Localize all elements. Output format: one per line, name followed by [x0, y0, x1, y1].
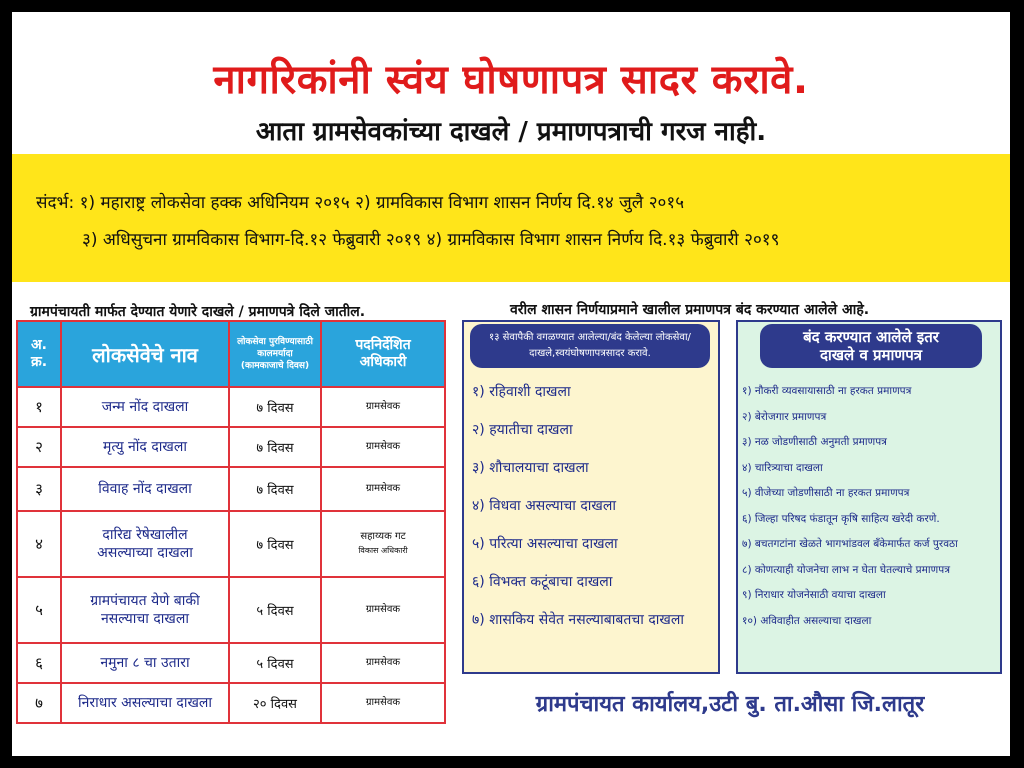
row-days: ५ दिवस	[229, 643, 321, 683]
header-time-line2: कालमर्यादा	[257, 349, 293, 359]
row-service-name	[61, 467, 229, 511]
header-officer	[321, 321, 445, 387]
reference-line-2: ३) अधिसुचना ग्रामविकास विभाग-दि.१२ फेब्रुवारी २०१९ ४) ग्रामविकास विभाग शासन निर्णय दि.१३ फेब्रुवारी २०१९	[82, 230, 780, 250]
self-declaration-list	[472, 382, 684, 648]
row-officer	[321, 511, 445, 577]
list-item: ७) बचतगटांना खेळते भागभांडवल बँकेमार्फत कर्ज पुरवठा	[742, 538, 958, 550]
list-item: ८) कोणत्याही योजनेचा लाभ न घेता घेतल्याचे प्रमाणपत्र	[742, 563, 951, 576]
row-officer: ग्रामसेवक	[321, 643, 445, 683]
services-table	[16, 320, 446, 724]
row-service-name-line1: विवाह नोंद दाखला	[98, 481, 192, 497]
poster-title: नागरिकांनी स्वंय घोषणापत्र सादर करावे.	[213, 57, 809, 103]
list-item: ६) जिल्हा परिषद फंडातून कृषि साहित्य खरेदी करणे.	[742, 512, 940, 525]
row-serial: ३	[17, 467, 61, 511]
list-item: ४) चारित्र्याचा दाखला	[742, 461, 823, 474]
list-item: २) बेरोजगार प्रमाणपत्र	[742, 410, 827, 423]
list-item: ५) वीजेच्या जोडणीसाठी ना हरकत प्रमाणपत्र	[742, 487, 910, 499]
closed-certificates-list	[742, 384, 958, 639]
services-caption: ग्रामपंचायती मार्फत देण्यात येणारे दाखले / प्रमाणपत्रे दिले जातील.	[30, 304, 366, 320]
list-item: ५) परित्या असल्याचा दाखला	[472, 536, 618, 552]
row-officer: ग्रामसेवक	[321, 387, 445, 427]
self-declaration-header-line2: दाखले,स्वयंघोषणापत्रसादर करावे.	[529, 348, 651, 359]
row-service-name-line1: मृत्यु नोंद दाखला	[103, 439, 187, 455]
header-time-line1: लोकसेवा पुरविण्यासाठी	[237, 337, 313, 347]
row-service-name-line2: नसल्याचा दाखला	[101, 611, 189, 627]
list-item: ९) निराधार योजनेसाठी वयाचा दाखला	[742, 589, 886, 601]
notice-poster	[12, 12, 1010, 756]
list-item: १) नौकरी व्यवसायासाठी ना हरकत प्रमाणपत्र	[742, 385, 912, 397]
row-serial: ५	[17, 577, 61, 643]
row-serial: ७	[17, 683, 61, 723]
row-days: ७ दिवस	[229, 511, 321, 577]
header-serial-line2: क्र.	[30, 354, 48, 370]
closed-certificates-header	[760, 324, 982, 368]
row-service-name	[61, 577, 229, 643]
row-service-name	[61, 427, 229, 467]
table-header-row	[17, 321, 445, 387]
closed-header-line2: दाखले व प्रमाणपत्र	[819, 346, 923, 364]
table-row	[17, 643, 445, 683]
row-serial: ६	[17, 643, 61, 683]
table-row	[17, 577, 445, 643]
row-days: ५ दिवस	[229, 577, 321, 643]
row-service-name-line1: दारिद्य रेषेखालील	[102, 527, 188, 543]
row-officer: ग्रामसेवक	[321, 467, 445, 511]
row-service-name	[61, 387, 229, 427]
list-item: २) हयातीचा दाखला	[472, 422, 573, 438]
poster-subtitle: आता ग्रामसेवकांच्या दाखले / प्रमाणपत्राची गरज नाही.	[255, 117, 767, 147]
table-row	[17, 683, 445, 723]
row-service-name-line2: असल्याच्या दाखला	[97, 545, 193, 561]
references-band	[12, 154, 1010, 282]
table-row	[17, 427, 445, 467]
row-service-name-line1: जन्म नोंद दाखला	[101, 399, 189, 415]
office-footer: ग्रामपंचायत कार्यालय,उटी बु. ता.औसा जि.लातूर	[535, 692, 925, 717]
row-days: ७ दिवस	[229, 427, 321, 467]
row-officer-line2: विकास अधिकारी	[358, 546, 408, 555]
header-serial	[17, 321, 61, 387]
list-item: ६) विभक्त कटूंबाचा दाखला	[472, 574, 613, 590]
list-item: ४) विधवा असल्याचा दाखला	[472, 498, 616, 514]
list-item: ३) शौचालयाचा दाखला	[472, 460, 589, 476]
row-serial: १	[17, 387, 61, 427]
table-row	[17, 467, 445, 511]
closed-header-line1: बंद करण्यात आलेले इतर	[803, 328, 939, 346]
reference-line-1: संदर्भ: १) महाराष्ट्र लोकसेवा हक्क अधिनियम २०१५ २) ग्रामविकास विभाग शासन निर्णय दि.१४ जुलै २०१५	[36, 193, 685, 213]
row-officer-line1: सहाय्यक गट	[360, 531, 406, 542]
header-serial-line1: अ.	[30, 337, 47, 353]
row-days: ७ दिवस	[229, 467, 321, 511]
table-row	[17, 511, 445, 577]
header-officer-line2: अधिकारी	[359, 354, 407, 370]
row-service-name	[61, 511, 229, 577]
self-declaration-header	[470, 324, 710, 368]
header-time-line3: (कामकाजाचे दिवस)	[240, 361, 310, 371]
header-time-limit	[229, 321, 321, 387]
row-service-name-line1: नमुना ८ चा उतारा	[100, 655, 190, 671]
row-officer: ग्रामसेवक	[321, 577, 445, 643]
row-service-name	[61, 643, 229, 683]
row-officer: ग्रामसेवक	[321, 427, 445, 467]
row-service-name-line1: ग्रामपंचायत येणे बाकी	[90, 593, 200, 609]
closed-caption: वरील शासन निर्णयाप्रमाने खालील प्रमाणपत्र बंद करण्यात आलेले आहे.	[510, 302, 870, 318]
list-item: १०) अविवाहीत असल्याचा दाखला	[742, 614, 872, 627]
row-officer: ग्रामसेवक	[321, 683, 445, 723]
list-item: ७) शासकिय सेवेत नसल्याबाबतचा दाखला	[472, 612, 684, 628]
table-row	[17, 387, 445, 427]
row-days: २० दिवस	[229, 683, 321, 723]
list-item: १) रहिवाशी दाखला	[472, 384, 571, 400]
row-service-name	[61, 683, 229, 723]
row-serial: ४	[17, 511, 61, 577]
row-service-name-line1: निराधार असल्याचा दाखला	[77, 695, 213, 711]
self-declaration-header-line1: १३ सेवापैकी वगळण्यात आलेल्या/बंद केलेल्या लोकसेवा/	[489, 332, 691, 343]
row-days: ७ दिवस	[229, 387, 321, 427]
header-service-name: लोकसेवेचे नाव	[61, 321, 229, 387]
row-serial: २	[17, 427, 61, 467]
list-item: ३) नळ जोडणीसाठी अनुमती प्रमाणपत्र	[742, 436, 887, 448]
header-officer-line1: पदनिर्देशित	[355, 337, 411, 353]
